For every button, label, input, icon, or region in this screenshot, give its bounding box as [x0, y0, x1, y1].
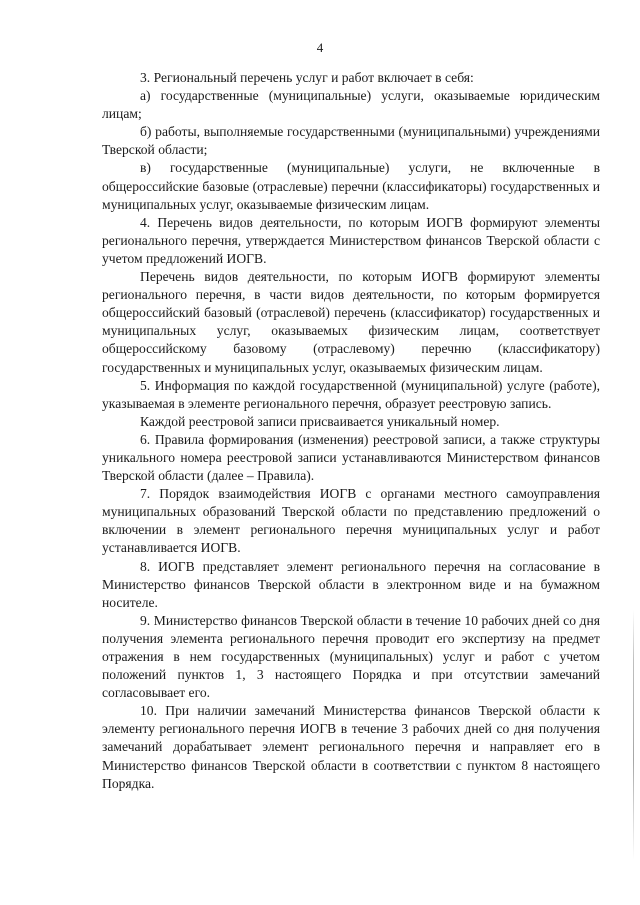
paragraph-item-5-continued: Каждой реестровой записи присваивается уникальный номер.: [140, 413, 500, 429]
paragraph-item-3: 3. Региональный перечень услуг и работ включает в себя:: [140, 70, 474, 85]
paragraph-item-9: 9. Министерство финансов Тверской области в течение 10 рабочих дней со дня получения элемента регионального перечня проводит его экспертизу на предмет отражения в нем государственных (муниципальных) услуг и работ с учетом положений пунктов 1, 3 настоящего Порядка и при отсутствии замечаний согласовывает его.: [102, 612, 600, 701]
paragraph-item-7: 7. Порядок взаимодействия ИОГВ с органами местного самоуправления муниципальных образований Тверской области по представлению предложений о включении в элемент регионального перечня муниципальных услуг и работ устанавливается ИОГВ.: [102, 486, 600, 556]
paragraph-item-5: 5. Информация по каждой государственной (муниципальной) услуге (работе), указываемая в элементе регионального перечня, образует реестровую запись.: [102, 377, 600, 411]
page-number: 4: [316, 40, 324, 55]
paragraph-subitem-a: а) государственные (муниципальные) услуги, оказываемые юридическим лицам;: [102, 88, 600, 122]
scan-edge-shadow: [633, 610, 634, 860]
paragraph-subitem-v: в) государственные (муниципальные) услуги, не включенные в общероссийские базовые (отраслевые) перечни (классификаторы) государственных и муниципальных услуг, оказываемые физическим лицам.: [102, 160, 600, 212]
paragraph-item-6: 6. Правила формирования (изменения) реестровой записи, а также структуры уникального номера реестровой записи устанавливаются Министерством финансов Тверской области (далее – Правила).: [102, 431, 600, 484]
paragraph-item-4-continued: Перечень видов деятельности, по которым ИОГВ формируют элементы регионального перечня, в части видов деятельности, по которым формируется общероссийский базовый (отраслевой) перечень (классификатор) государственных и муниципальных услуг, оказываемых физическим лицам, соответствует общероссийскому базовому (отраслевому) перечню (классификатору) государственных и муниципальных услуг, оказываемых физическим лицам.: [102, 269, 600, 375]
paragraph-item-8: 8. ИОГВ представляет элемент регионального перечня на согласование в Министерство финансов Тверской области в электронном виде и на бумажном носителе.: [102, 558, 600, 610]
paragraph-subitem-b: б) работы, выполняемые государственными (муниципальными) учреждениями Тверской области;: [102, 124, 600, 158]
document-body: [102, 69, 600, 793]
paragraph-item-4: 4. Перечень видов деятельности, по которым ИОГВ формируют элементы регионального перечня, утверждается Министерством финансов Тверской области с учетом предложений ИОГВ.: [102, 214, 600, 266]
paragraph-item-10: 10. При наличии замечаний Министерства финансов Тверской области к элементу регионального перечня ИОГВ в течение 3 рабочих дней со дня получения замечаний дорабатывает элемент регионального перечня и направляет его в Министерство финансов Тверской области в соответствии с пунктом 8 настоящего Порядка.: [102, 703, 600, 791]
